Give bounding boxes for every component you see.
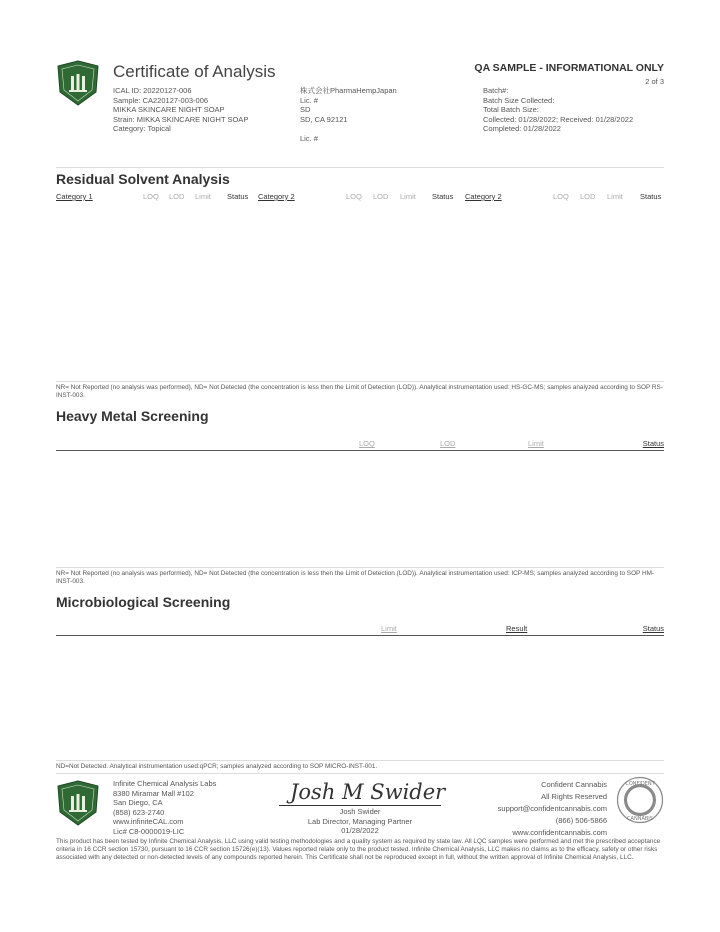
- heavy-lod: LOD: [440, 439, 456, 448]
- heavy-status: Status: [642, 439, 664, 448]
- heavy-note: NR= Not Reported (no analysis was performed), ND= Not Detected (the concentration is less then the Limit of Detection (LOD)). Analytical instrumentation used: ICP-MS; samples analyzed according to SOP HM-INST-003.: [56, 570, 655, 585]
- micro-header-divider: [56, 635, 664, 636]
- client-license: Lic. #: [300, 95, 318, 105]
- residual-lod-2: LOD: [373, 192, 389, 201]
- ical-footer-logo: [56, 780, 100, 826]
- product-name: MIKKA SKINCARE NIGHT SOAP: [113, 105, 225, 114]
- micro-note-divider: [56, 760, 664, 761]
- strain: Strain: MIKKA SKINCARE NIGHT SOAP: [113, 114, 249, 124]
- residual-note: NR= Not Reported (no analysis was performed), ND= Not Detected (the concentration is less then the Limit of Detection (LOD)). Analytical instrumentation used: HS-GC-MS; samples analyzed according to SOP RS-INST-003.: [56, 384, 663, 399]
- svg-text:CONFIDENT: CONFIDENT: [625, 781, 655, 787]
- cc-website: www.confidentcannabis.com: [512, 828, 607, 837]
- lab-phone: (858) 623-2740: [113, 807, 165, 817]
- category: Category: Topical: [113, 124, 171, 133]
- svg-text:CANNABIS: CANNABIS: [627, 816, 653, 822]
- heavy-title: Heavy Metal Screening: [56, 408, 209, 424]
- header-divider: [56, 167, 664, 168]
- heavy-header-row: [56, 439, 664, 449]
- residual-title: Residual Solvent Analysis: [56, 171, 230, 187]
- residual-lod-3: LOD: [580, 192, 596, 201]
- residual-limit-2: Limit: [400, 192, 416, 201]
- total-batch-size: Total Batch Size:: [483, 105, 539, 114]
- micro-limit: Limit: [381, 624, 397, 633]
- batch-size-collected: Batch Size Collected:: [483, 95, 555, 105]
- heavy-limit: Limit: [528, 439, 544, 448]
- footer-divider: [56, 773, 664, 774]
- client-address: SD, CA 92121: [300, 114, 348, 124]
- lab-street: 8380 Miramar Mall #102: [113, 788, 194, 798]
- residual-category-1: Category 1: [56, 192, 93, 201]
- completed-date: Completed: 01/28/2022: [483, 124, 561, 133]
- client-city: SD: [300, 105, 311, 114]
- micro-result: Result: [506, 624, 528, 633]
- residual-status-2: Status: [432, 192, 454, 201]
- qa-label: QA SAMPLE - INFORMATIONAL ONLY: [474, 62, 664, 74]
- signer-title: Lab Director, Managing Partner: [307, 816, 413, 826]
- residual-limit-1: Limit: [195, 192, 211, 201]
- micro-title: Microbiological Screening: [56, 594, 231, 610]
- residual-category-3: Category 2: [465, 192, 502, 201]
- residual-loq-1: LOQ: [143, 192, 159, 201]
- page-number: 2 of 3: [645, 77, 664, 86]
- cc-name: Confident Cannabis: [541, 780, 607, 789]
- batch-number: Batch#:: [483, 86, 509, 95]
- lab-city: San Diego, CA: [113, 798, 163, 807]
- collected-received: Collected: 01/28/2022; Received: 01/28/2022: [483, 114, 634, 124]
- residual-loq-3: LOQ: [553, 192, 569, 201]
- signature: Josh M Swider: [290, 780, 446, 804]
- residual-status-3: Status: [640, 192, 662, 201]
- sample-id: Sample: CA220127-003-006: [113, 95, 209, 105]
- client-info: [300, 86, 397, 143]
- client-name: 株式会社PharmaHempJapan: [300, 86, 397, 95]
- micro-header-row: [56, 624, 664, 634]
- residual-note-divider: [56, 381, 664, 382]
- residual-loq-2: LOQ: [346, 192, 362, 201]
- confident-cannabis-seal: [616, 776, 664, 824]
- residual-category-2: Category 2: [258, 192, 295, 201]
- residual-status-1: Status: [227, 192, 249, 201]
- batch-info: [483, 86, 633, 134]
- heavy-loq: LOQ: [359, 439, 375, 448]
- cc-rights: All Rights Reserved: [541, 792, 607, 801]
- disclaimer: This product has been tested by Infinite Chemical Analysis, LLC using valid testing methodologies and a quality system as required by state law. All LQC samples were performed and met the prescribed acceptance criteria in 16 CCR section 15730, pursuant to 16 CCR section 15726(e)(13). Values reported relate only to the product tested. Infinite Chemical Analysis, LLC makes no claims as to the efficacy, safety or other risks associated with any detected or non-detected levels of any compounds reported herein. This Certificate shall not be reproduced except in full, without the written approval of Infinite Chemical Analysis, LLC.: [56, 838, 661, 861]
- signer-info: [279, 807, 441, 836]
- cc-phone: (866) 506-5866: [555, 816, 607, 825]
- signature-line: [279, 805, 441, 806]
- heavy-header-divider: [56, 450, 664, 451]
- confident-cannabis-info: [480, 779, 607, 839]
- ical-logo: [56, 60, 100, 106]
- page-title: Certificate of Analysis: [113, 62, 276, 81]
- ical-id: ICAL ID: 20220127-006: [113, 86, 192, 95]
- cc-email: support@confidentcannabis.com: [497, 804, 607, 813]
- heavy-note-divider: [56, 567, 664, 568]
- client-license-2: Lic. #: [300, 133, 318, 143]
- sample-info: [113, 86, 248, 134]
- micro-note: ND=Not Detected. Analytical instrumentation used:qPCR; samples analyzed according to SOP MICRO-INST-001.: [56, 763, 378, 770]
- residual-lod-1: LOD: [169, 192, 185, 201]
- lab-contact: [113, 779, 216, 836]
- lab-name: Infinite Chemical Analysis Labs: [113, 779, 217, 788]
- micro-status: Status: [642, 624, 664, 633]
- residual-header-row: [56, 192, 664, 202]
- sign-date: 01/28/2022: [341, 826, 379, 835]
- lab-license: Lic# C8-0000019-LIC: [113, 826, 185, 836]
- signer-name: Josh Swider: [339, 807, 381, 816]
- lab-website: www.infiniteCAL.com: [113, 817, 184, 826]
- residual-limit-3: Limit: [607, 192, 623, 201]
